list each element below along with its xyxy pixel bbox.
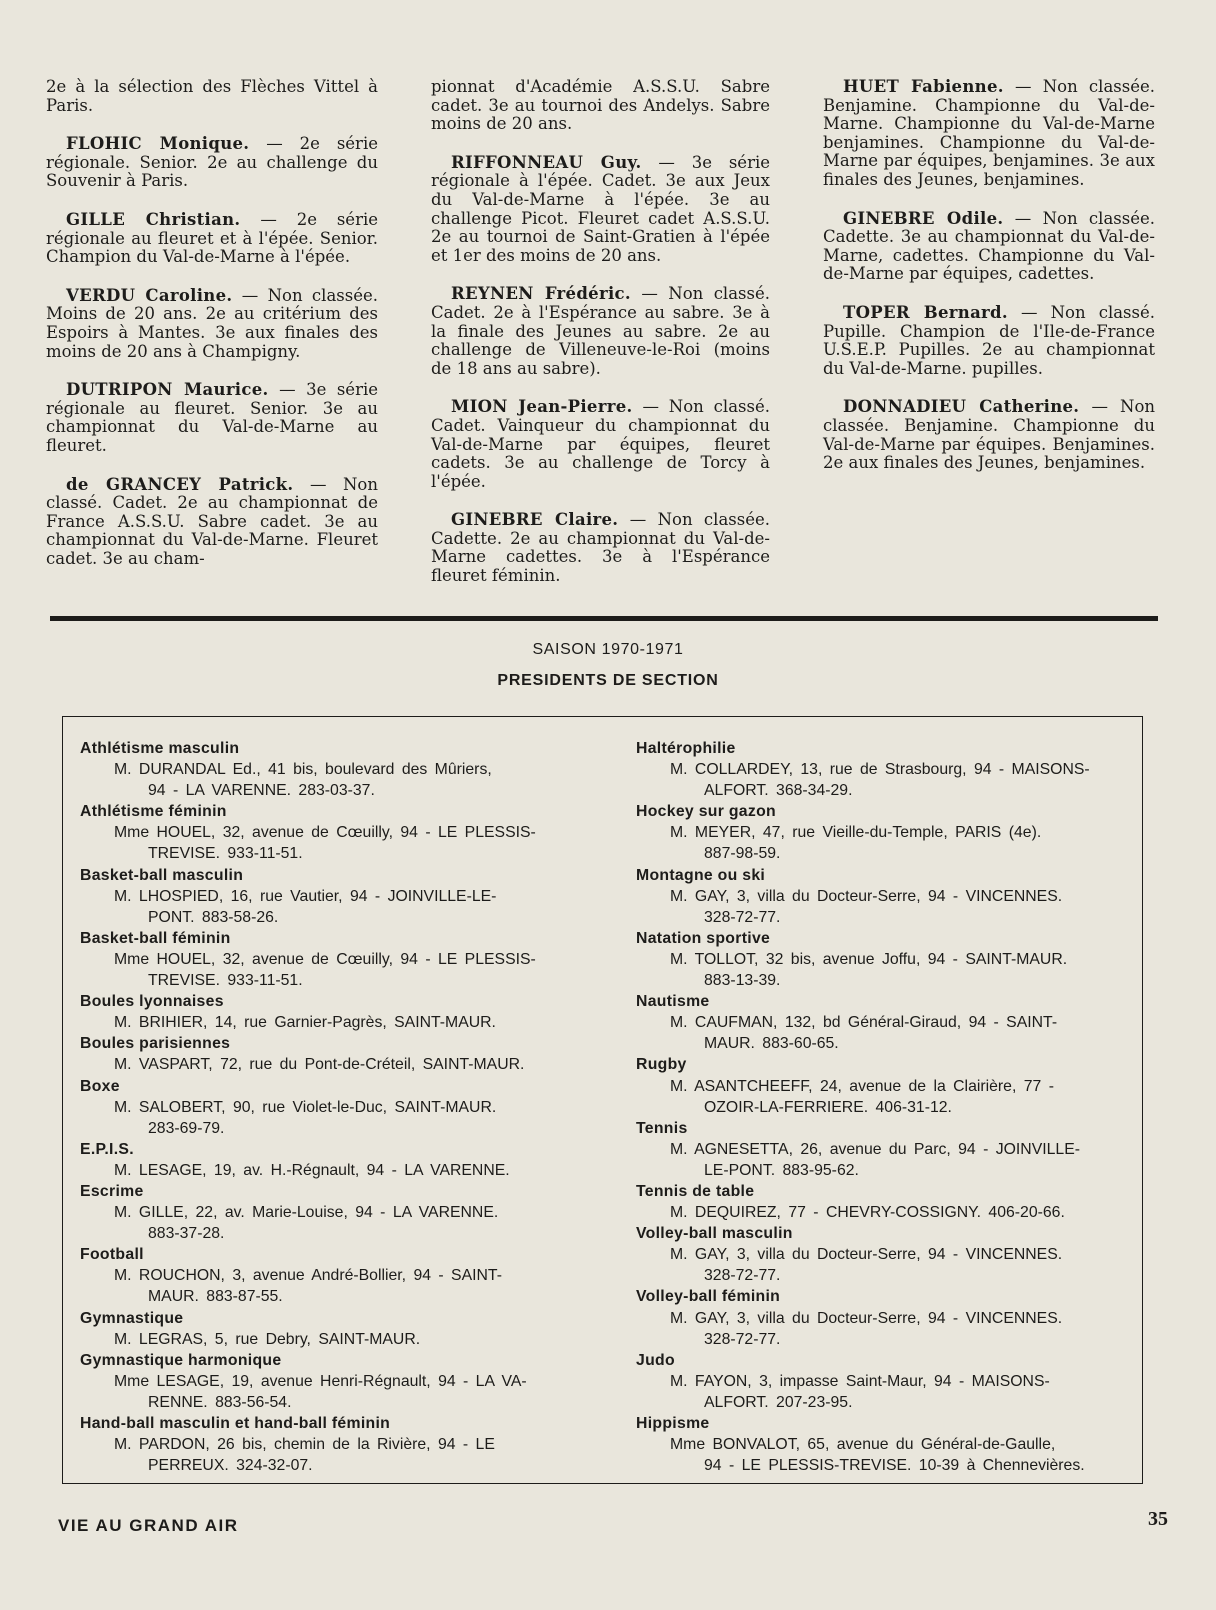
- fencer-entry: [431, 154, 770, 266]
- section-president: [636, 886, 1142, 928]
- fencer-name: MION Jean-Pierre.: [451, 397, 633, 417]
- president-line-2: PERREUX. 324-32-07.: [148, 1457, 313, 1475]
- fencer-entry: [823, 210, 1155, 284]
- section-president: [80, 822, 585, 864]
- fencer-name: GILLE Christian.: [66, 209, 241, 229]
- section-title: Nautisme: [636, 993, 710, 1011]
- president-line-1: M. LHOSPIED, 16, rue Vautier, 94 - JOINVILLE-LE-: [114, 887, 497, 905]
- section-title: Basket-ball féminin: [80, 929, 231, 947]
- fencer-entry: [431, 78, 770, 134]
- section-president: [636, 1076, 1142, 1118]
- section-title: Basket-ball masculin: [80, 866, 244, 884]
- fencer-record: — 2e série régionale au fleuret et à l'épée. Senior. Champion du Val-de-Marne à l'épée.: [46, 209, 378, 267]
- president-line-1: M. LESAGE, 19, av. H.-Régnault, 94 - LA VARENNE.: [114, 1161, 510, 1179]
- section-president: [636, 822, 1142, 864]
- section-entry: [636, 1286, 1142, 1349]
- fencer-name: RIFFONNEAU Guy.: [451, 152, 642, 172]
- fencer-record: — Non classée. Cadette. 2e au championnat du Val-de-Marne cadettes. 3e à l'Espérance fleuret féminin.: [431, 510, 770, 586]
- fencer-name: FLOHIC Monique.: [66, 134, 250, 154]
- section-title: Montagne ou ski: [636, 866, 766, 884]
- section-title: Boxe: [80, 1077, 120, 1095]
- fencer-entry: [46, 211, 378, 267]
- presidents-right-column: [636, 738, 1142, 1476]
- section-president: [80, 1371, 585, 1413]
- president-line-1: Mme LESAGE, 19, avenue Henri-Régnault, 94 - LA VA-: [114, 1372, 527, 1390]
- fencer-record: — Non classée. Benjamine. Championne du Val-de-Marne par équipes. Benjamines. 2e aux finales des Jeunes, benjamines.: [823, 397, 1156, 473]
- page-number: 35: [1148, 1508, 1168, 1530]
- section-entry: [80, 1244, 585, 1307]
- section-entry: [80, 1139, 585, 1181]
- president-line-2: MAUR. 883-60-65.: [704, 1035, 839, 1053]
- horizontal-rule: [50, 616, 1158, 621]
- section-title: Boules parisiennes: [80, 1035, 231, 1053]
- section-entry: [636, 1223, 1142, 1286]
- fencer-name: TOPER Bernard.: [843, 302, 1008, 322]
- fencer-name: DONNADIEU Catherine.: [843, 397, 1080, 417]
- section-president: [80, 1329, 585, 1350]
- section-entry: [80, 1033, 585, 1075]
- section-title: Gymnastique: [80, 1309, 184, 1327]
- president-line-2: 328-72-77.: [704, 1330, 781, 1348]
- section-entry: [80, 1350, 585, 1413]
- fencer-entry: [431, 511, 770, 585]
- section-entry: [80, 1413, 585, 1476]
- section-president: [636, 1202, 1142, 1223]
- fencer-record: — 3e série régionale à l'épée. Cadet. 3e aux Jeux du Val-de-Marne à l'épée. 3e au challenge Picot. Fleuret cadet A.S.S.U. 2e au tournoi de Saint-Gratien à l'épée et 1er des moins de 20 ans.: [431, 152, 770, 265]
- section-heading: PRESIDENTS DE SECTION: [497, 672, 719, 689]
- section-entry: [636, 801, 1142, 864]
- column-3: [823, 78, 1155, 493]
- section-entry: [636, 1413, 1142, 1476]
- fencer-name: VERDU Caroline.: [66, 285, 233, 305]
- president-line-1: M. PARDON, 26 bis, chemin de la Rivière, 94 - LE: [114, 1436, 495, 1454]
- president-line-1: M. FAYON, 3, impasse Saint-Maur, 94 - MAISONS-: [670, 1372, 1050, 1390]
- section-entry: [636, 1181, 1142, 1223]
- section-title: Athlétisme féminin: [80, 803, 227, 821]
- section-title: Haltérophilie: [636, 740, 736, 757]
- president-line-1: Mme BONVALOT, 65, avenue du Général-de-Gaulle,: [670, 1436, 1056, 1454]
- section-entry: [636, 991, 1142, 1054]
- president-line-1: M. BRIHIER, 14, rue Garnier-Pagrès, SAINT-MAUR.: [114, 1014, 496, 1032]
- season-title: SAISON 1970-1971: [532, 641, 684, 658]
- fencer-entry: [46, 381, 378, 455]
- section-entry: [80, 738, 585, 801]
- section-entry: [80, 865, 585, 928]
- fencer-name: DUTRIPON Maurice.: [66, 380, 269, 400]
- fencer-record: — Non classé. Cadet. 2e au championnat de France A.S.S.U. Sabre cadet. 3e au championnat du Val-de-Marne. Fleuret cadet. 3e au cham-: [46, 474, 378, 568]
- fencer-entry: [46, 476, 378, 569]
- fencer-record: — 3e série régionale au fleuret. Senior. 3e au championnat du Val-de-Marne au fleuret.: [46, 380, 378, 455]
- section-title: E.P.I.S.: [80, 1140, 134, 1158]
- section-title: Hippisme: [636, 1415, 710, 1432]
- fencer-name: GINEBRE Claire.: [451, 510, 619, 530]
- fencer-entry: [431, 285, 770, 378]
- president-line-2: 94 - LE PLESSIS-TREVISE. 10-39 à Chennevières.: [704, 1457, 1085, 1475]
- fencer-record: — Non classé. Cadet. Vainqueur du championnat du Val-de-Marne par équipes, fleuret cadets. 3e au challenge de Torcy à l'épée.: [431, 397, 770, 491]
- fencer-record: — Non classée. Moins de 20 ans. 2e au critérium des Espoirs à Mantes. 3e aux finales des moins de 20 ans à Champigny.: [46, 285, 378, 361]
- section-title: Volley-ball masculin: [636, 1225, 793, 1243]
- fencer-entry: [823, 398, 1155, 472]
- section-president: [80, 1160, 585, 1181]
- section-president: [636, 1371, 1142, 1413]
- section-president: [636, 1308, 1142, 1350]
- president-line-2: 887-98-59.: [704, 845, 781, 863]
- fencer-entry: [431, 398, 770, 491]
- section-entry: [636, 738, 1142, 801]
- president-line-1: M. DEQUIREZ, 77 - CHEVRY-COSSIGNY. 406-20-66.: [670, 1204, 1065, 1222]
- section-president: [80, 886, 585, 928]
- magazine-title: VIE AU GRAND AIR: [58, 1516, 239, 1535]
- section-entry: [80, 1308, 585, 1350]
- section-title: Judo: [636, 1351, 675, 1369]
- fencer-record: — Non classé. Cadet. 2e à l'Espérance au sabre. 3e à la finale des Jeunes au sabre. 2e au challenge de Villeneuve-le-Roi (moins de 18 ans au sabre).: [431, 284, 770, 378]
- fencer-name: GINEBRE Odile.: [843, 208, 1004, 228]
- fencer-name: de GRANCEY Patrick.: [66, 474, 294, 494]
- section-entry: [636, 865, 1142, 928]
- fencer-entry: [46, 287, 378, 361]
- president-line-1: M. GAY, 3, villa du Docteur-Serre, 94 - VINCENNES.: [670, 1309, 1063, 1327]
- section-president: [636, 1244, 1142, 1286]
- president-line-2: PONT. 883-58-26.: [148, 908, 279, 926]
- section-title: Athlétisme masculin: [80, 740, 240, 757]
- president-line-2: TREVISE. 933-11-51.: [148, 972, 303, 990]
- president-line-1: M. SALOBERT, 90, rue Violet-le-Duc, SAINT-MAUR.: [114, 1098, 497, 1116]
- president-line-1: M. GAY, 3, villa du Docteur-Serre, 94 - VINCENNES.: [670, 1246, 1063, 1264]
- section-entry: [636, 1054, 1142, 1117]
- section-entry: [80, 991, 585, 1033]
- president-line-1: M. ROUCHON, 3, avenue André-Bollier, 94 - SAINT-: [114, 1267, 502, 1285]
- section-president: [80, 1012, 585, 1033]
- president-line-1: M. CAUFMAN, 132, bd Général-Giraud, 94 - SAINT-: [670, 1014, 1058, 1032]
- fencer-entry: [46, 135, 378, 191]
- section-president: [80, 1097, 585, 1139]
- section-entry: [80, 801, 585, 864]
- column-1: [46, 78, 378, 588]
- section-president: [636, 949, 1142, 991]
- section-title: Football: [80, 1246, 144, 1264]
- president-line-1: M. LEGRAS, 5, rue Debry, SAINT-MAUR.: [114, 1330, 421, 1348]
- section-president: [80, 1265, 585, 1307]
- president-line-2: LE-PONT. 883-95-62.: [704, 1161, 859, 1179]
- fencer-record: — Non classée. Cadette. 3e au championnat du Val-de-Marne, cadettes. Championne du Val-de-Marne par équipes, cadettes.: [823, 208, 1155, 284]
- president-line-1: Mme HOUEL, 32, avenue de Cœuilly, 94 - LE PLESSIS-: [114, 950, 536, 968]
- section-title: Tennis: [636, 1119, 688, 1137]
- section-entry: [80, 1181, 585, 1244]
- section-president: [80, 1434, 585, 1476]
- section-president: [80, 759, 585, 801]
- fencer-record: 2e à la sélection des Flèches Vittel à Paris.: [46, 77, 378, 115]
- president-line-2: 883-37-28.: [148, 1225, 225, 1243]
- president-line-1: Mme HOUEL, 32, avenue de Cœuilly, 94 - LE PLESSIS-: [114, 824, 536, 842]
- president-line-2: OZOIR-LA-FERRIERE. 406-31-12.: [704, 1098, 952, 1116]
- president-line-2: 283-69-79.: [148, 1119, 225, 1137]
- fencer-name: REYNEN Frédéric.: [451, 284, 631, 304]
- section-title: Volley-ball féminin: [636, 1288, 781, 1306]
- section-president: [636, 1012, 1142, 1054]
- section-title: Gymnastique harmonique: [80, 1351, 282, 1369]
- president-line-2: 328-72-77.: [704, 908, 781, 926]
- president-line-1: M. GILLE, 22, av. Marie-Louise, 94 - LA VARENNE.: [114, 1204, 499, 1222]
- section-title: Boules lyonnaises: [80, 993, 224, 1011]
- section-entry: [80, 928, 585, 991]
- president-line-2: 883-13-39.: [704, 972, 781, 990]
- presidents-left-column: [80, 738, 585, 1476]
- section-title: Rugby: [636, 1056, 687, 1074]
- president-line-1: M. GAY, 3, villa du Docteur-Serre, 94 - VINCENNES.: [670, 887, 1063, 905]
- section-entry: [636, 1118, 1142, 1181]
- president-line-2: ALFORT. 368-34-29.: [704, 782, 853, 800]
- section-president: [80, 949, 585, 991]
- section-entry: [636, 928, 1142, 991]
- fencer-record: — Non classé. Pupille. Champion de l'Ile-de-France U.S.E.P. Pupilles. 2e au championnat du Val-de-Marne. pupilles.: [823, 302, 1155, 378]
- section-entry: [80, 1076, 585, 1139]
- section-president: [636, 1139, 1142, 1181]
- president-line-2: ALFORT. 207-23-95.: [704, 1393, 853, 1411]
- president-line-1: M. AGNESETTA, 26, avenue du Parc, 94 - JOINVILLE-: [670, 1140, 1081, 1158]
- section-title: Hand-ball masculin et hand-ball féminin: [80, 1415, 391, 1432]
- section-title: Tennis de table: [636, 1182, 755, 1200]
- president-line-1: M. MEYER, 47, rue Vieille-du-Temple, PARIS (4e).: [670, 824, 1042, 842]
- president-line-1: M. TOLLOT, 32 bis, avenue Joffu, 94 - SAINT-MAUR.: [670, 950, 1068, 968]
- section-president: [80, 1054, 585, 1075]
- president-line-1: M. DURANDAL Ed., 41 bis, boulevard des Mûriers,: [114, 761, 492, 779]
- fencer-entry: [823, 78, 1155, 190]
- fencer-name: HUET Fabienne.: [843, 77, 1004, 96]
- fencer-record: — 2e série régionale. Senior. 2e au challenge du Souvenir à Paris.: [46, 134, 378, 191]
- section-title: Hockey sur gazon: [636, 803, 776, 821]
- section-title: Natation sportive: [636, 929, 771, 947]
- section-entry: [636, 1350, 1142, 1413]
- fencer-record: pionnat d'Académie A.S.S.U. Sabre cadet. 3e au tournoi des Andelys. Sabre moins de 20 ans.: [431, 77, 770, 134]
- fencer-entry: [823, 304, 1155, 378]
- president-line-2: TREVISE. 933-11-51.: [148, 845, 303, 863]
- president-line-1: M. VASPART, 72, rue du Pont-de-Créteil, SAINT-MAUR.: [114, 1056, 525, 1074]
- president-line-2: RENNE. 883-56-54.: [148, 1393, 292, 1411]
- fencer-record: — Non classée. Benjamine. Championne du Val-de-Marne. Championne du Val-de-Marne benjamines. Championne du Val-de-Marne par équipes, benjamines. 3e aux finales des Jeunes, benjamines.: [823, 77, 1155, 189]
- president-line-2: 328-72-77.: [704, 1267, 781, 1285]
- section-president: [636, 1434, 1142, 1476]
- column-2: [431, 78, 770, 606]
- section-president: [636, 759, 1142, 801]
- section-president: [80, 1202, 585, 1244]
- fencer-entry: [46, 78, 378, 115]
- president-line-1: M. COLLARDEY, 13, rue de Strasbourg, 94 - MAISONS-: [670, 761, 1090, 779]
- president-line-1: M. ASANTCHEEFF, 24, avenue de la Clairière, 77 -: [670, 1077, 1054, 1095]
- section-title: Escrime: [80, 1182, 144, 1200]
- president-line-2: 94 - LA VARENNE. 283-03-37.: [148, 782, 375, 800]
- president-line-2: MAUR. 883-87-55.: [148, 1288, 283, 1306]
